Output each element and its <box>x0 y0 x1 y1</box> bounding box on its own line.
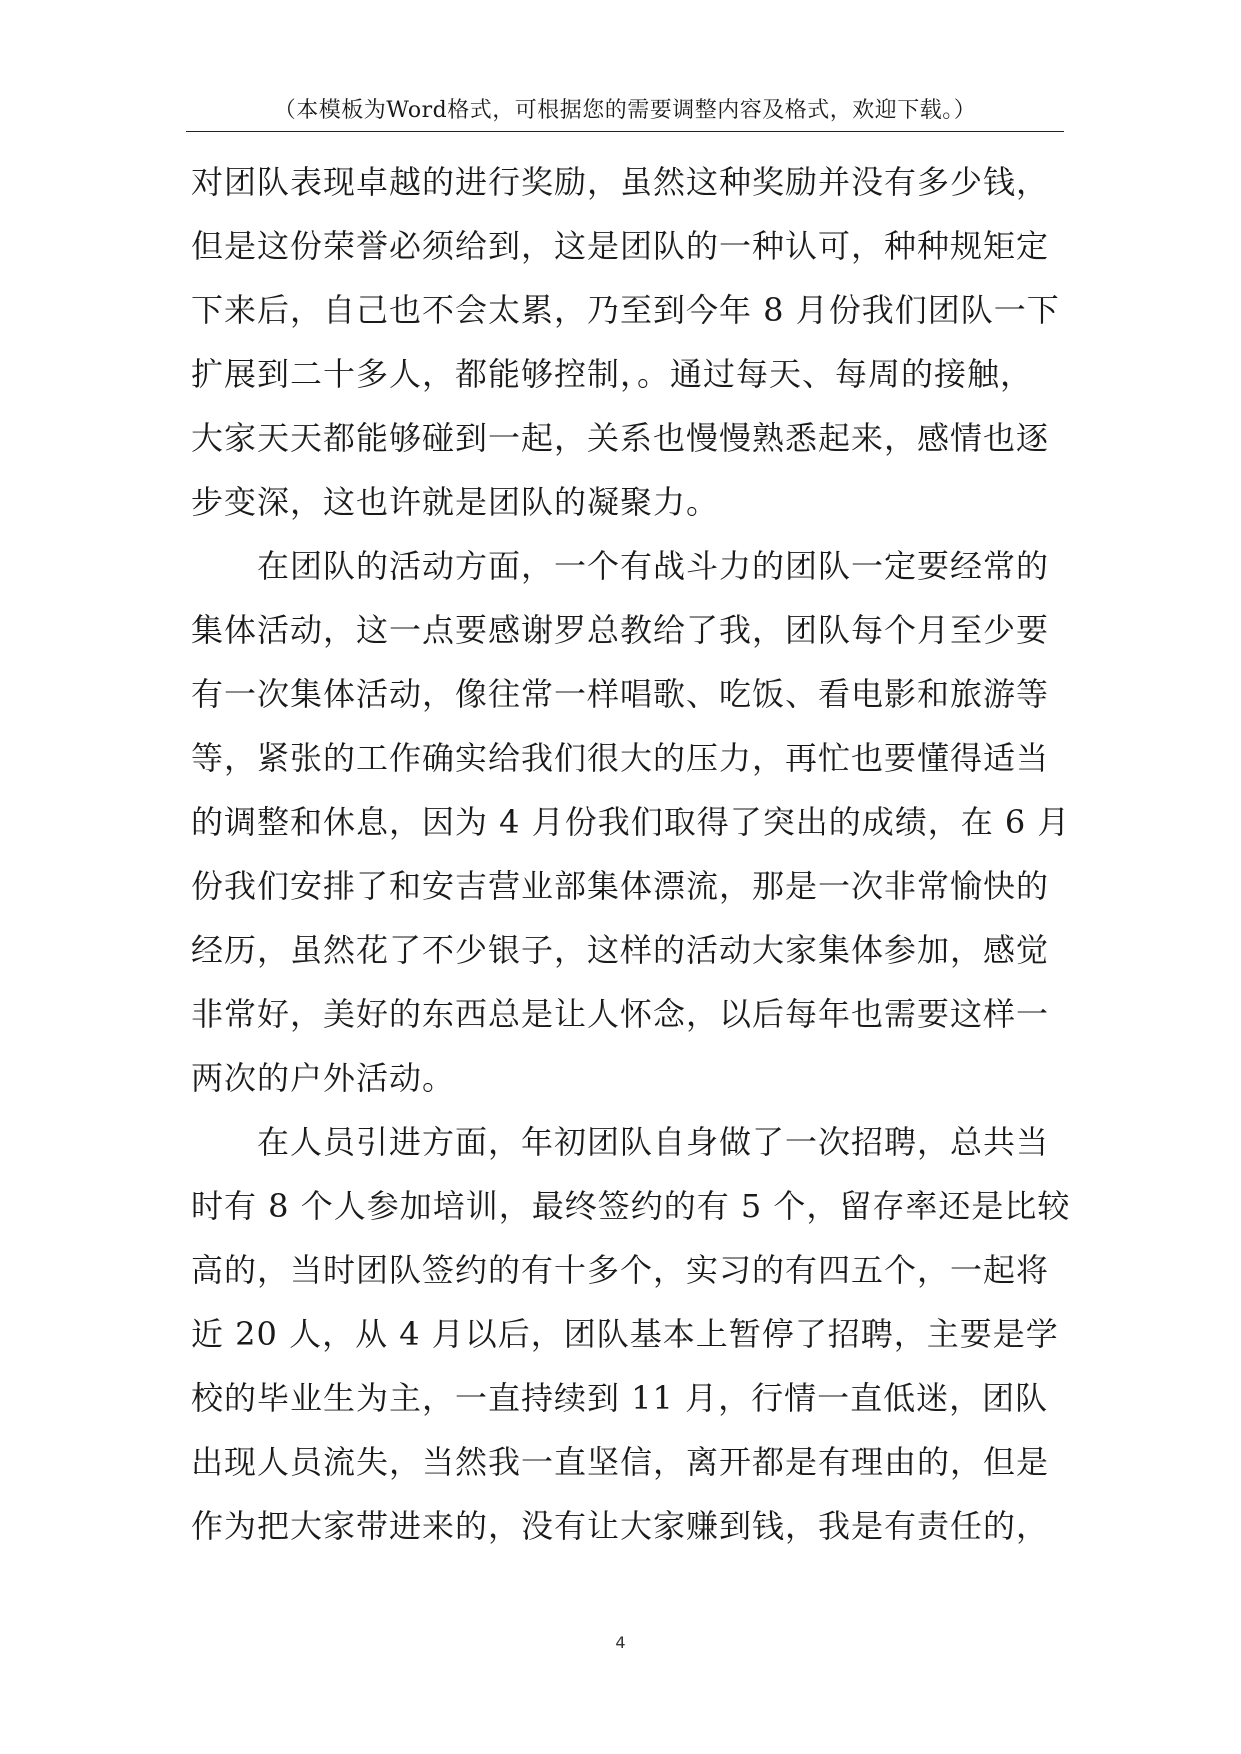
text-line: 下来后，自己也不会太累，乃至到今年 8 月份我们团队一下 <box>191 291 1060 329</box>
text-line: 经历，虽然花了不少银子，这样的活动大家集体参加，感觉 <box>191 931 1050 969</box>
text-line: 等，紧张的工作确实给我们很大的压力，再忙也要懂得适当 <box>191 739 1050 777</box>
page-number: 4 <box>615 1633 626 1652</box>
text-line: 作为把大家带进来的，没有让大家赚到钱，我是有责任的， <box>191 1507 1050 1545</box>
text-line: 大家天天都能够碰到一起，关系也慢慢熟悉起来，感情也逐 <box>191 419 1050 457</box>
template-notice: （本模板为Word格式，可根据您的需要调整内容及格式，欢迎下载。） <box>273 98 977 123</box>
text-line: 出现人员流失，当然我一直坚信，离开都是有理由的，但是 <box>191 1443 1050 1481</box>
text-line: 两次的户外活动。 <box>191 1059 456 1097</box>
text-line: 份我们安排了和安吉营业部集体漂流，那是一次非常愉快的 <box>191 867 1050 905</box>
text-line: 非常好，美好的东西总是让人怀念，以后每年也需要这样一 <box>191 995 1050 1033</box>
text-line: 在团队的活动方面，一个有战斗力的团队一定要经常的 <box>191 547 1050 585</box>
text-line: 的调整和休息，因为 4 月份我们取得了突出的成绩，在 6 月 <box>191 803 1071 841</box>
text-line: 时有 8 个人参加培训，最终签约的有 5 个，留存率还是比较 <box>191 1187 1071 1225</box>
text-line: 集体活动，这一点要感谢罗总教给了我，团队每个月至少要 <box>191 611 1050 649</box>
text-line: 但是这份荣誉必须给到，这是团队的一种认可，种种规矩定 <box>191 227 1050 265</box>
text-line: 步变深，这也许就是团队的凝聚力。 <box>191 483 720 521</box>
text-line: 在人员引进方面，年初团队自身做了一次招聘，总共当 <box>191 1123 1050 1161</box>
header-divider <box>186 131 1064 132</box>
text-line: 高的，当时团队签约的有十多个，实习的有四五个，一起将 <box>191 1251 1050 1289</box>
text-line: 扩展到二十多人，都能够控制，。通过每天、每周的接触， <box>191 355 1034 393</box>
body-text <box>191 150 1071 1558</box>
text-line: 校的毕业生为主，一直持续到 11 月，行情一直低迷，团队 <box>191 1379 1049 1417</box>
text-line: 对团队表现卓越的进行奖励，虽然这种奖励并没有多少钱， <box>191 163 1050 201</box>
text-line: 有一次集体活动，像往常一样唱歌、吃饭、看电影和旅游等 <box>191 675 1050 713</box>
text-line: 近 20 人，从 4 月以后，团队基本上暂停了招聘，主要是学 <box>191 1315 1059 1353</box>
